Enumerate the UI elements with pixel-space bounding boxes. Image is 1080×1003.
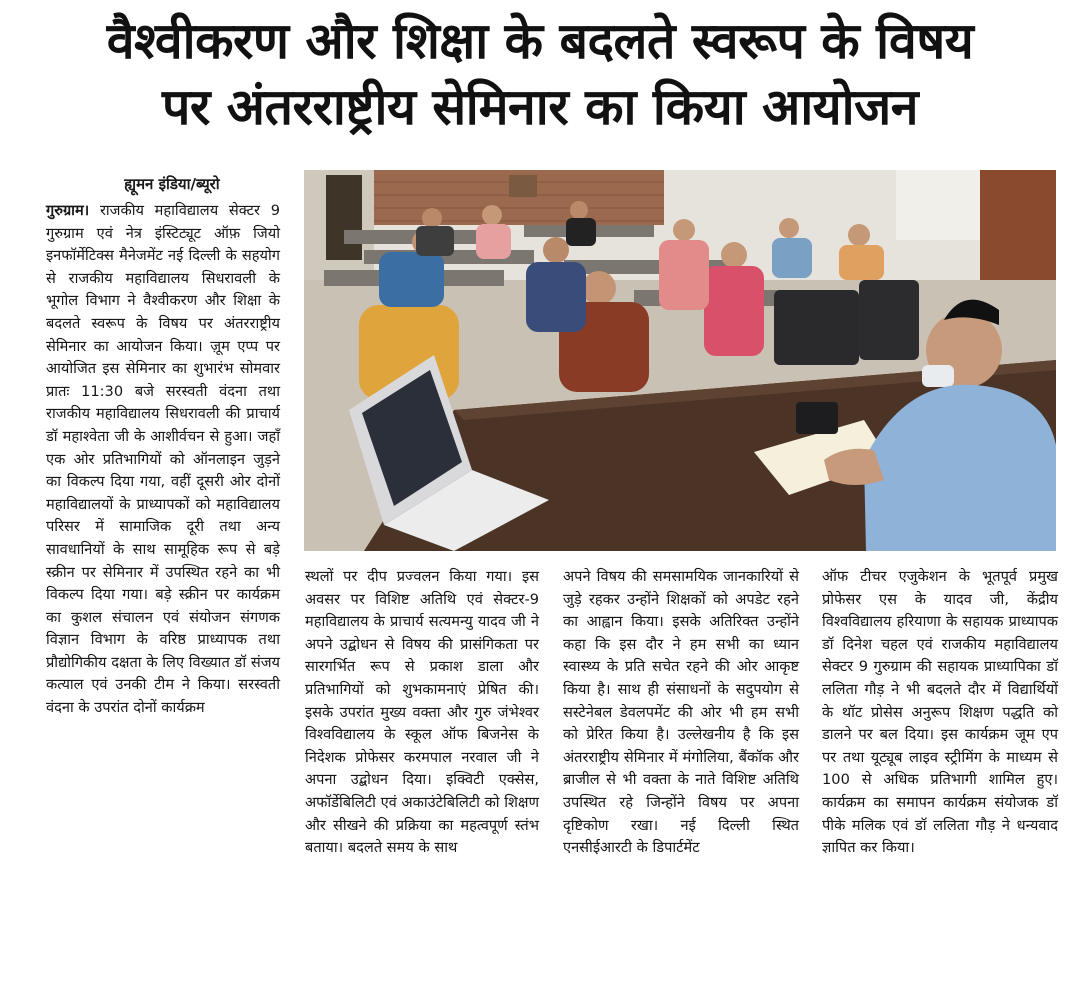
headline-line-2: पर अंतरराष्ट्रीय सेमिनार का किया आयोजन [162, 78, 918, 136]
article-column-2 [305, 566, 539, 986]
article-text-3: अपने विषय की समसामयिक जानकारियों से जुड़े रहकर उन्होंने शिक्षकों को अपडेट रहने का आह्वान किया। इसके अतिरिक्त उन्होंने कहा कि इस दौर ने हम सभी का ध्यान स्वास्थ्य के प्रति सचेत रहने की ओर आकृष्ट किया है। साथ ही संसाधनों के सदुपयोग से सस्टेनेबल डेवलपमेंट की ओर भी हम सभी को प्रेरित किया है। उल्लेखनीय है कि इस अंतरराष्ट्रीय सेमिनार में मंगोलिया, बैंकॉक और ब्राजील से भी वक्ता के नाते विशिष्ट अतिथि उपस्थित रहे जिन्होंने विषय पर अपना दृष्टिकोण रखा। नई दिल्ली स्थित एनसीईआरटी के डिपार्टमेंट [563, 568, 799, 857]
article-text-2: स्थलों पर दीप प्रज्वलन किया गया। इस अवसर पर विशिष्ट अतिथि एवं सेक्टर-9 महाविद्यालय के प्राचार्य सत्यमन्यु यादव जी ने अपने उद्बोधन से विषय की प्रासंगिकता पर सारगर्भित रूप से प्रकाश डाला और प्रतिभागियों को शुभकामनाएं प्रेषित की। इसके उपरांत मुख्य वक्ता और गुरु जंभेश्वर विश्वविद्यालय के स्कूल ऑफ बिजनेस के निदेशक प्रोफेसर करमपाल नरवाल जी ने अपना उद्बोधन दिया। इक्विटी एक्सेस, अफॉर्डेबिलिटी एवं अकाउंटेबिलिटी को शिक्षण और सीखने की प्रक्रिया का महत्वपूर्ण स्तंभ बताया। बदलते समय के साथ [305, 568, 539, 857]
article-column-3 [563, 566, 799, 986]
article-column-1 [46, 200, 280, 990]
headline-line-1: वैश्वीकरण और शिक्षा के बदलते स्वरूप के विषय [106, 12, 974, 70]
article-column-4 [822, 566, 1058, 986]
headline [20, 8, 1060, 140]
article-text-1: राजकीय महाविद्यालय सेक्टर 9 गुरुग्राम एवं नेत्र इंस्टिट्यूट ऑफ़ जियो इनफॉर्मेटिक्स मैनेजमेंट नई दिल्ली के सहयोग से राजकीय महाविद्यालय सिधरावली के भूगोल विभाग ने वैश्वीकरण और शिक्षा के बदलते स्वरूप के विषय पर अंतरराष्ट्रीय सेमिनार का आयोजन किया। ज़ूम एप्प पर आयोजित इस सेमिनार का शुभारंभ सोमवार प्रातः 11:30 बजे सरस्वती वंदना तथा राजकीय महाविद्यालय सिधरावली की प्राचार्य डॉ महाश्वेता जी के आशीर्वचन से हुआ। जहाँ एक ओर प्रतिभागियों को ऑनलाइन जुड़ने का विकल्प दिया गया, वहीं दूसरी ओर दोनों महाविद्यालयों के प्राध्यापकों को महाविद्यालय परिसर में सामाजिक दूरी तथा अन्य सावधानियों के साथ सामूहिक रूप से बड़े स्क्रीन पर सेमिनार में उपस्थित रहने का भी विकल्प दिया गया। बड़े स्क्रीन पर कार्यक्रम का कुशल संचालन एवं संयोजन संगणक विज्ञान विभाग के वरिष्ठ प्राध्यापक तथा प्रौद्योगिकीय दक्षता के लिए विख्यात डॉ संजय कत्याल एवं उनकी टीम ने किया। सरस्वती वंदना के उपरांत दोनों कार्यक्रम [46, 202, 281, 717]
byline: ह्यूमन इंडिया/ब्यूरो [124, 175, 220, 193]
dateline: गुरुग्राम। [46, 202, 90, 219]
article-text-4: ऑफ टीचर एजुकेशन के भूतपूर्व प्रमुख प्रोफेसर एस के यादव जी, केंद्रीय विश्वविद्यालय हरियाणा के सहायक प्राध्यापक डॉ दिनेश चहल एवं राजकीय महाविद्यालय सेक्टर 9 गुरुग्राम की सहायक प्राध्यापिका डॉ ललिता गौड़ ने भी बदलते दौर में विद्यार्थियों के थॉट प्रोसेस अनुरूप शिक्षण पद्धति को डालने पर बल दिया। इस कार्यक्रम जूम एप पर तथा यूट्यूब लाइव स्ट्रीमिंग के माध्यम से 100 से अधिक प्रतिभागी शामिल हुए। कार्यक्रम का समापन कार्यक्रम संयोजक डॉ पीके मलिक एवं डॉ ललिता गौड़ ने धन्यवाद ज्ञापित कर किया। [822, 568, 1058, 857]
news-photo [304, 170, 1056, 551]
